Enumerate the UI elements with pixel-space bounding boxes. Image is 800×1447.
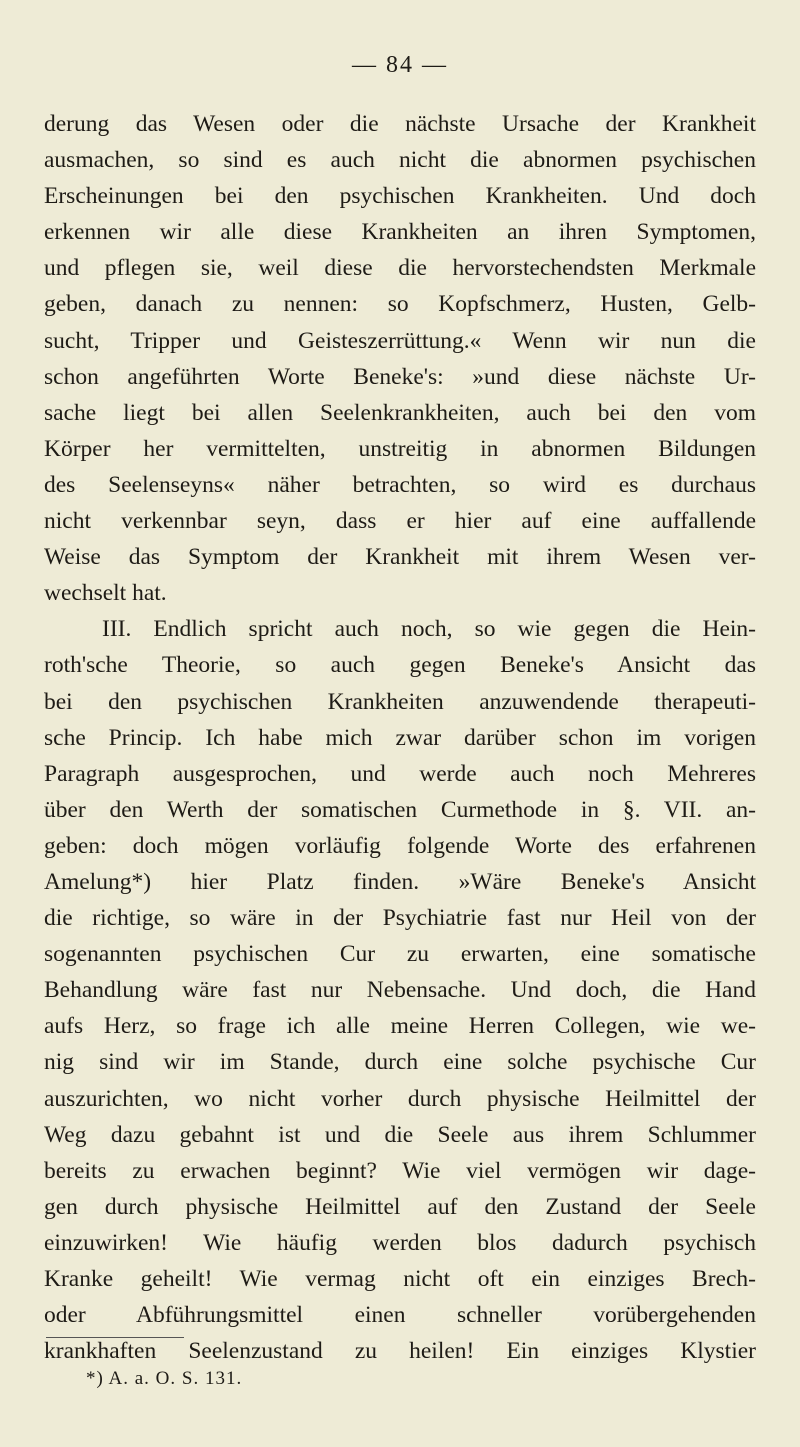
text-line: ausmachen, so sind es auch nicht die abnormen psychischen xyxy=(44,147,756,174)
text-line: oder Abführungsmittel einen schneller vorübergehenden xyxy=(44,1302,756,1329)
text-line: Körper her vermittelten, unstreitig in abnormen Bildungen xyxy=(44,435,756,462)
text-line: einzuwirken! Wie häufig werden blos dadurch psychisch xyxy=(44,1229,756,1256)
text-line: Kranke geheilt! Wie vermag nicht oft ein einziges Brech- xyxy=(44,1266,756,1292)
text-line: roth'sche Theorie, so auch gegen Beneke's Ansicht das xyxy=(44,652,756,679)
text-line: Weg dazu gebahnt ist und die Seele aus ihrem Schlummer xyxy=(44,1121,756,1148)
text-line: auszurichten, wo nicht vorher durch physische Heilmittel der xyxy=(44,1085,756,1112)
text-line: nicht verkennbar seyn, dass er hier auf eine auffallende xyxy=(44,508,756,535)
text-line: erkennen wir alle diese Krankheiten an ihren Symptomen, xyxy=(44,219,756,246)
text-line: Erscheinungen bei den psychischen Krankheiten. Und doch xyxy=(44,183,756,210)
text-line: die richtige, so wäre in der Psychiatrie fast nur Heil von der xyxy=(44,905,756,932)
text-line: schon angeführten Worte Beneke's: »und diese nächste Ur- xyxy=(44,363,756,390)
text-line: über den Werth der somatischen Curmethode in §. VII. an- xyxy=(44,796,756,823)
text-line: wechselt hat. xyxy=(44,580,167,607)
text-line: aufs Herz, so frage ich alle meine Herren Collegen, wie we- xyxy=(44,1013,756,1040)
text-line: sogenannten psychischen Cur zu erwarten, eine somatische xyxy=(44,941,756,968)
text-line: nig sind wir im Stande, durch eine solche psychische Cur xyxy=(44,1049,756,1076)
text-line: geben, danach zu nennen: so Kopfschmerz, Husten, Gelb- xyxy=(44,291,756,318)
text-line: bei den psychischen Krankheiten anzuwendende therapeuti- xyxy=(44,688,756,715)
text-line: des Seelenseyns« näher betrachten, so wird es durchaus xyxy=(44,471,756,498)
text-line: krankhaften Seelenzustand zu heilen! Ein einziges Klystier xyxy=(44,1338,756,1365)
text-line: gen durch physische Heilmittel auf den Zustand der Seele xyxy=(44,1193,756,1220)
text-line: Weise das Symptom der Krankheit mit ihrem Wesen ver- xyxy=(44,544,756,571)
text-line: Amelung*) hier Platz finden. »Wäre Beneke's Ansicht xyxy=(44,868,756,895)
page-number: — 84 — xyxy=(352,52,448,78)
text-line: und pflegen sie, weil diese die hervorstechendsten Merkmale xyxy=(44,255,756,282)
text-line: Paragraph ausgesprochen, und werde auch noch Mehreres xyxy=(44,760,756,787)
text-line: Behandlung wäre fast nur Nebensache. Und doch, die Hand xyxy=(44,977,756,1004)
text-line: bereits zu erwachen beginnt? Wie viel vermögen wir dage- xyxy=(44,1157,756,1184)
text-line: sche Princip. Ich habe mich zwar darüber schon im vorigen xyxy=(44,724,756,751)
text-line: III. Endlich spricht auch noch, so wie gegen die Hein- xyxy=(102,616,756,643)
body-text xyxy=(44,106,756,1369)
text-line: geben: doch mögen vorläufig folgende Worte des erfahrenen xyxy=(44,832,756,859)
footnote: *) A. a. O. S. 131. xyxy=(86,1368,243,1389)
footnote-rule xyxy=(46,1337,184,1338)
text-line: sache liegt bei allen Seelenkrankheiten, auch bei den vom xyxy=(44,399,756,426)
text-line: sucht, Tripper und Geisteszerrüttung.« Wenn wir nun die xyxy=(44,327,756,354)
text-line: derung das Wesen oder die nächste Ursache der Krankheit xyxy=(44,111,756,137)
